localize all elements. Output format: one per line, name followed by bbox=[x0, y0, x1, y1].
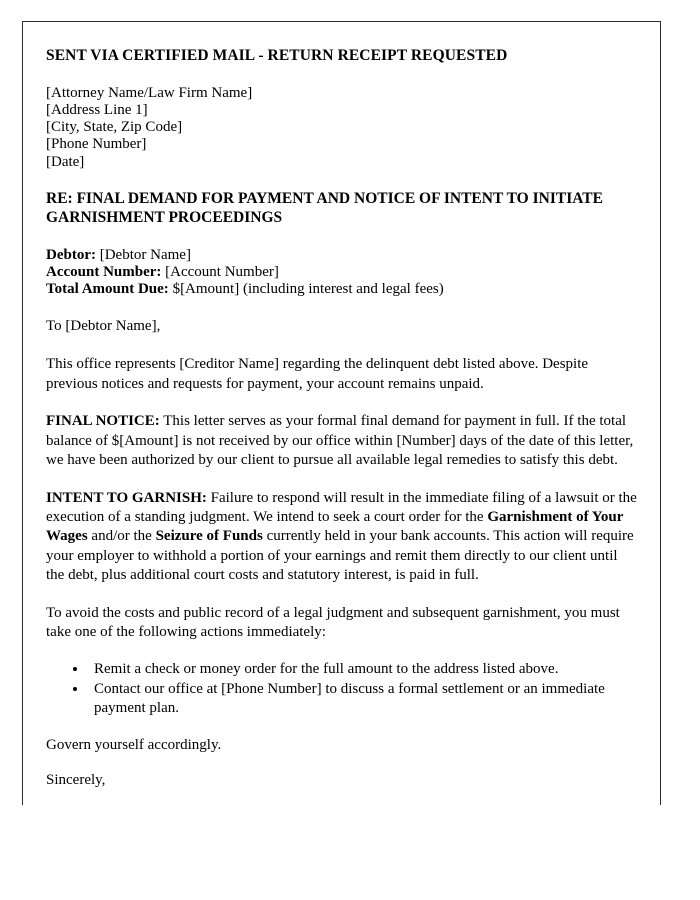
debtor-value: [Debtor Name] bbox=[95, 246, 191, 263]
debtor-row bbox=[46, 247, 637, 264]
total-amount-due-row bbox=[46, 281, 637, 298]
final-notice-lead-in: FINAL NOTICE: bbox=[46, 413, 160, 430]
sender-name-line: [Attorney Name/Law Firm Name] bbox=[46, 84, 253, 101]
action-items-list bbox=[46, 660, 637, 718]
document-body bbox=[23, 22, 660, 789]
intent-body-part-1: Failure to respond will result in the immediate filing of a lawsuit or the execution of a standing judgment. We intend to seek a court order for the bbox=[46, 489, 637, 525]
sign-off: Sincerely, bbox=[46, 771, 106, 788]
paragraph-intent-to-garnish bbox=[46, 489, 637, 586]
total-amount-due-value: $[Amount] (including interest and legal fees) bbox=[168, 281, 444, 298]
paragraph-avoid-judgment: To avoid the costs and public record of a legal judgment and subsequent garnishment, you must take one of the following actions immediately: bbox=[46, 604, 620, 640]
list-item: • Contact our office at [Phone Number] to discuss a formal settlement or an immediate payment plan. bbox=[88, 680, 637, 719]
sender-date-line: [Date] bbox=[46, 153, 85, 170]
account-number-row bbox=[46, 264, 637, 281]
intent-to-garnish-lead-in: INTENT TO GARNISH: bbox=[46, 489, 207, 506]
intent-body-part-3: currently held in your bank accounts. This action will require your employer to withhold a portion of your earnings and remit them directly to our client until the debt, plus additional court costs and statutory interest, is paid in full. bbox=[46, 528, 634, 584]
page-title: SENT VIA CERTIFIED MAIL - RETURN RECEIPT REQUESTED bbox=[46, 47, 508, 64]
sender-city-state-zip-line: [City, State, Zip Code] bbox=[46, 119, 183, 136]
sender-address-block bbox=[46, 85, 637, 171]
garnishment-of-wages-emphasis: Garnishment of Your Wages bbox=[46, 508, 624, 545]
intent-body-part-2: and/or the bbox=[87, 528, 156, 545]
sender-phone-line: [Phone Number] bbox=[46, 136, 147, 153]
sender-address-line-1: [Address Line 1] bbox=[46, 102, 148, 119]
debtor-details-block bbox=[46, 247, 637, 299]
debtor-label: Debtor: bbox=[46, 246, 96, 263]
account-number-label: Account Number: bbox=[46, 264, 162, 281]
account-number-value: [Account Number] bbox=[161, 264, 279, 281]
total-amount-due-label: Total Amount Due: bbox=[46, 281, 169, 298]
list-item: • Remit a check or money order for the full amount to the address listed above. bbox=[88, 660, 637, 679]
paragraph-final-notice bbox=[46, 412, 637, 470]
final-notice-body: This letter serves as your formal final demand for payment in full. If the total balance of $[Amount] is not received by our office within [Number] days of the date of this letter, we have been authorized by our client to pursue all available legal remedies to satisfy this debt. bbox=[46, 413, 634, 469]
salutation: To [Debtor Name], bbox=[46, 318, 161, 335]
seizure-of-funds-emphasis: Seizure of Funds bbox=[155, 528, 263, 545]
govern-yourself-line: Govern yourself accordingly. bbox=[46, 736, 222, 753]
re-subject-heading: RE: FINAL DEMAND FOR PAYMENT AND NOTICE OF INTENT TO INITIATE GARNISHMENT PROCEEDINGS bbox=[46, 189, 603, 227]
document-page bbox=[22, 21, 661, 805]
paragraph-representation: This office represents [Creditor Name] regarding the delinquent debt listed above. Despite previous notices and requests for payment, your account remains unpaid. bbox=[46, 356, 589, 392]
